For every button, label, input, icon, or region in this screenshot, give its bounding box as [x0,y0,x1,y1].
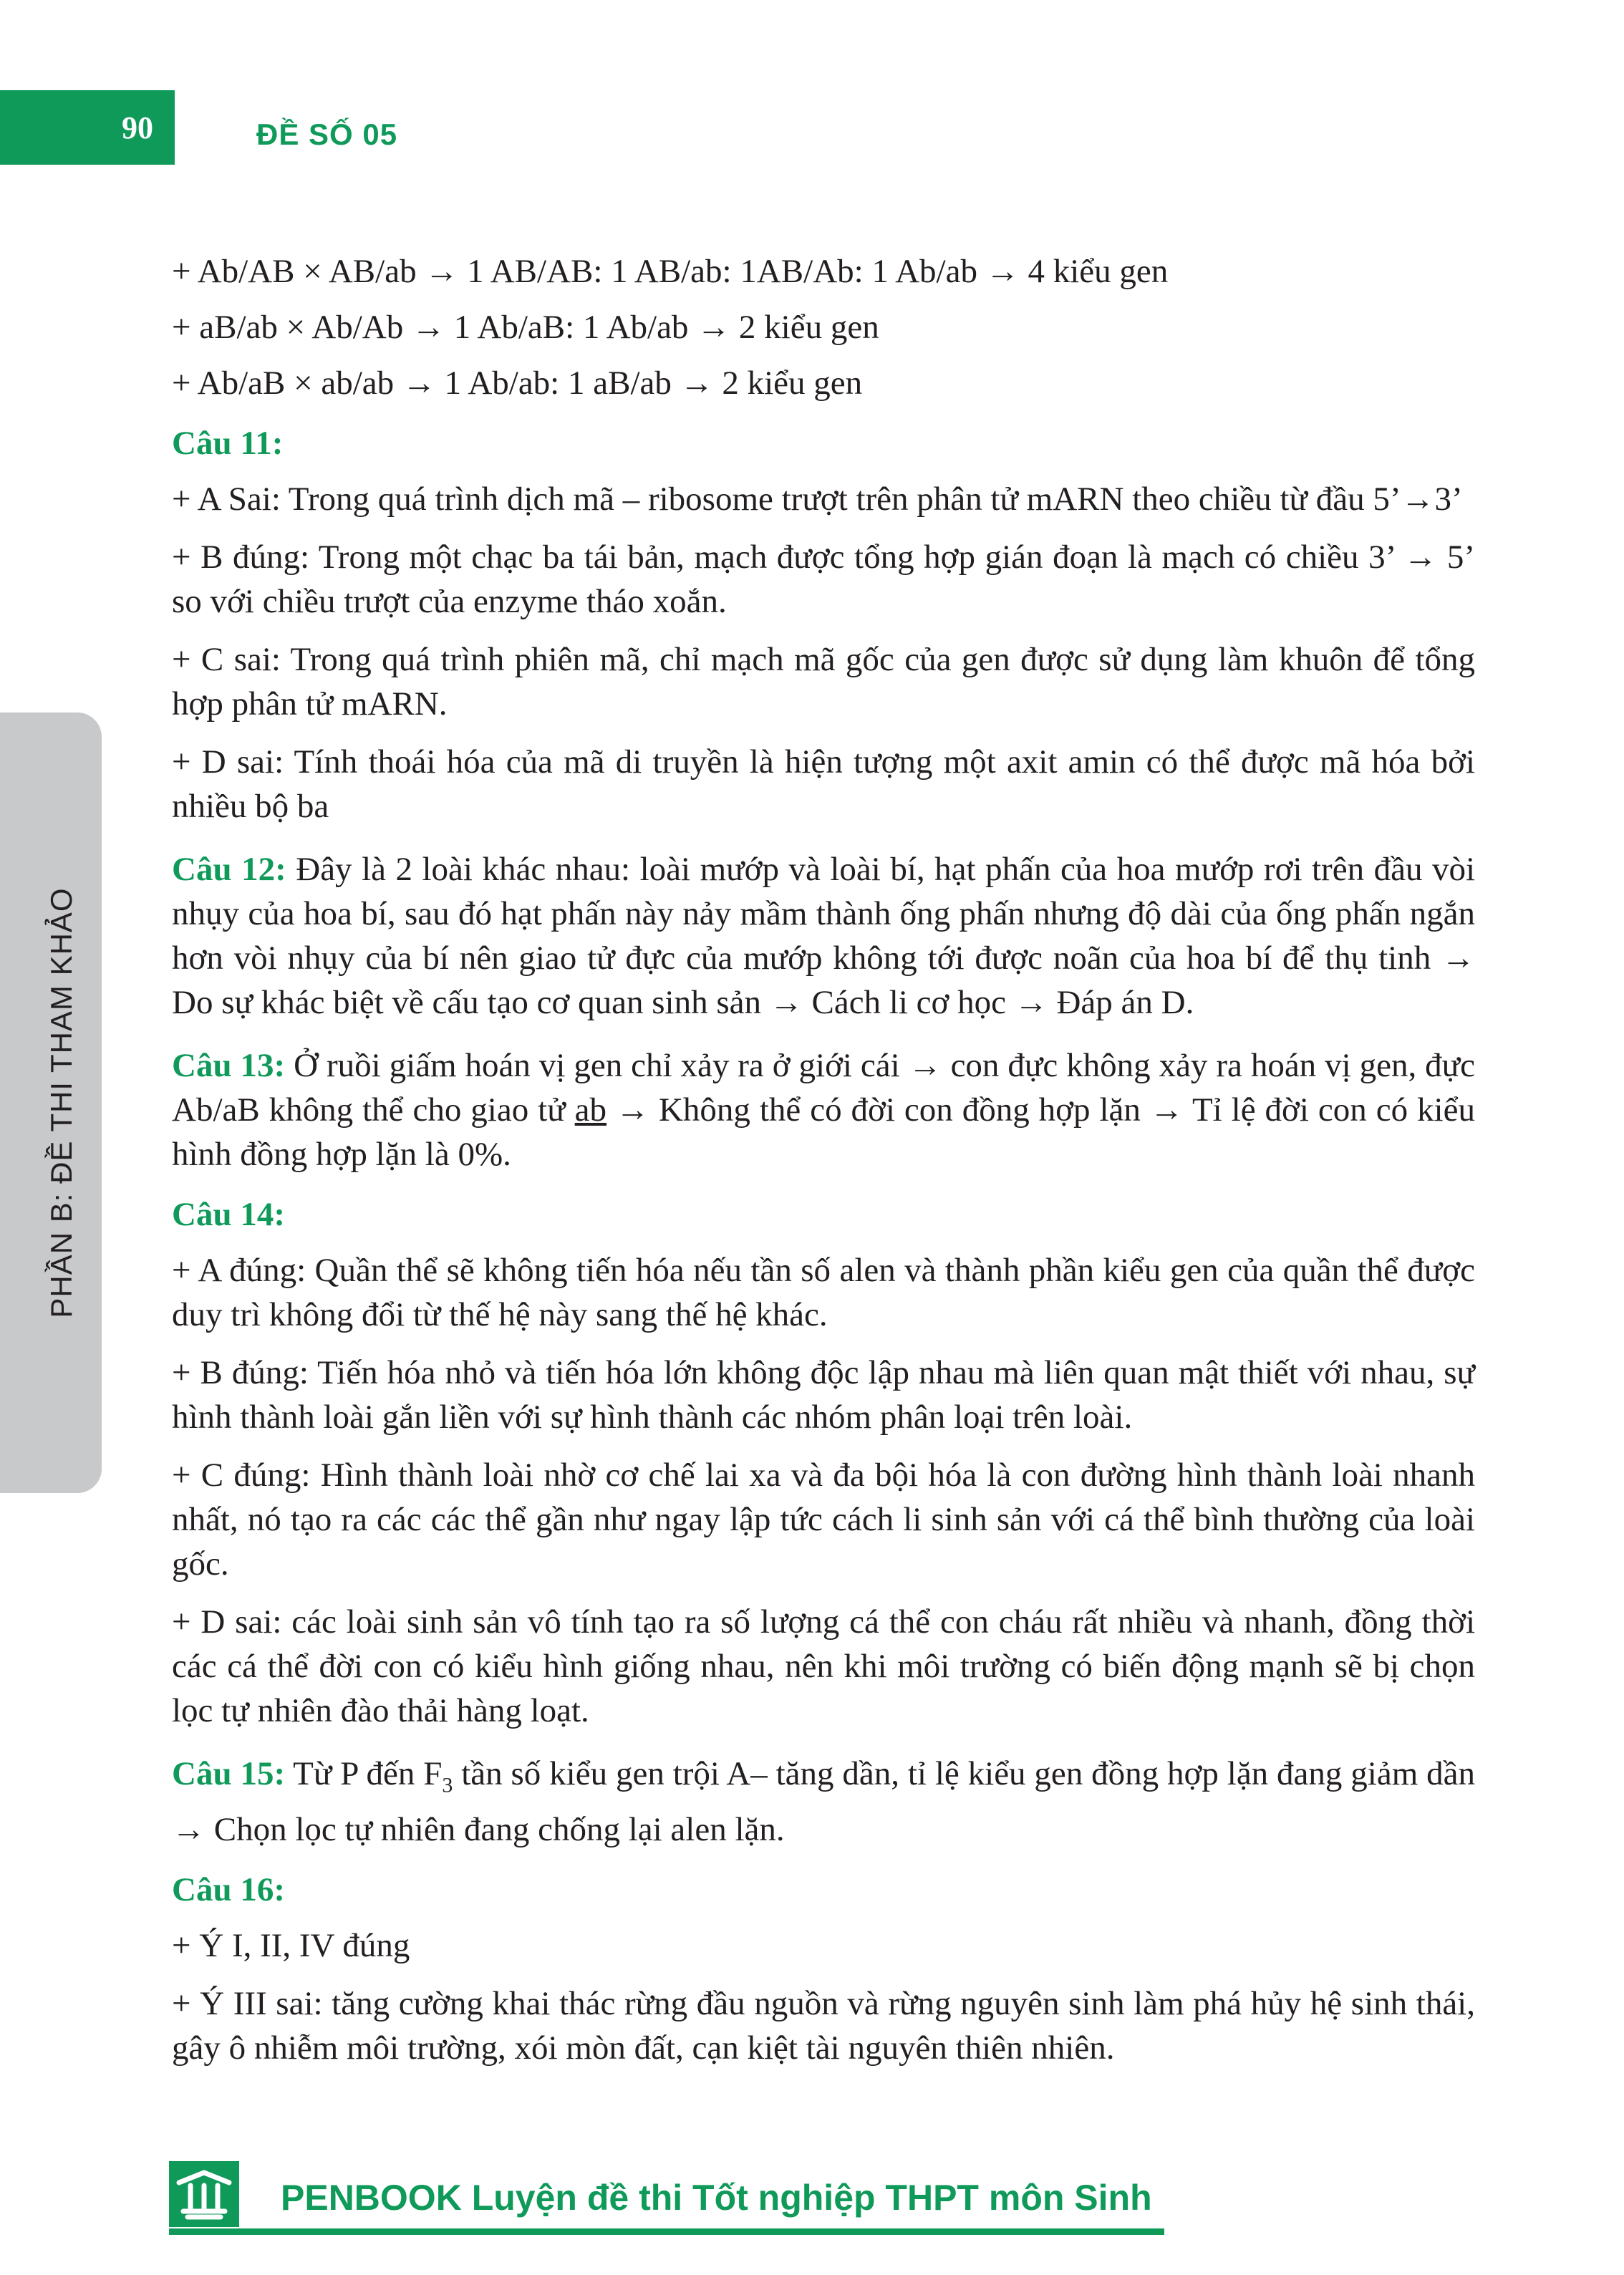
underlined-gamete: ab [574,1091,607,1129]
answer-item: + A Sai: Trong quá trình dịch mã – ribosome trượt trên phân tử mARN theo chiều từ đầu 5’→3’ [172,480,1463,518]
question-label: Câu 14: [172,1196,285,1233]
side-tab-label: PHẦN B: ĐỀ THI THAM KHẢO [44,887,78,1318]
question-text: Đây là 2 loài khác nhau: loài mướp và loài bí, hạt phấn của hoa mướp rơi trên đầu vòi nhụy của hoa bí, sau đó hạt phấn này nảy mầm thành ống phấn nhưng độ dài của ống phấn ngắn hơn vòi nhụy của bí nên giao tử đực của mướp không tới được noãn của hoa bí để thụ tinh → Do sự khác biệt về cấu tạo cơ quan sinh sản → Cách li cơ học → Đáp án D. [172,851,1476,1021]
question-paragraph [172,1043,1475,1177]
question-heading [172,421,1475,465]
cross-line: + Ab/aB × ab/ab → 1 Ab/ab: 1 aB/ab → 2 kiểu gen [172,364,863,402]
page-number-box [0,90,175,165]
page-number: 90 [122,110,153,145]
exam-title: ĐỀ SỐ 05 [256,117,398,151]
question-text: tần số kiểu gen trội A– tăng dần, tỉ lệ kiểu gen đồng hợp lặn đang giảm dần → Chọn lọc tự nhiên đang chống lại alen lặn. [172,1755,1476,1849]
question-text: Từ P đến F [285,1755,443,1792]
footer-title: PENBOOK Luyện đề thi Tốt nghiệp THPT môn Sinh [281,2178,1152,2218]
question-label: Câu 11: [172,425,284,462]
answer-content [172,249,1475,2084]
answer-item: + B đúng: Tiến hóa nhỏ và tiến hóa lớn không độc lập nhau mà liên quan mật thiết với nhau, sự hình thành loài gắn liền với sự hình thành các nhóm phân loại trên loài. [172,1354,1475,1436]
question-heading [172,1868,1475,1912]
answer-item: + C đúng: Hình thành loài nhờ cơ chế lai xa và đa bội hóa là con đường hình thành loài nhanh nhất, nó tạo ra các các thể gần như ngay lập tức cách li sinh sản với cá thể bình thường của loài gốc. [172,1457,1475,1583]
penbook-logo-icon [169,2161,239,2227]
question-heading [172,1192,1475,1237]
question-text: → Không thể có đời con đồng hợp lặn → Tỉ lệ đời con có kiểu hình đồng hợp lặn là 0%. [172,1091,1475,1173]
cross-line: + Ab/AB × AB/ab → 1 AB/AB: 1 AB/ab: 1AB/Ab: 1 Ab/ab → 4 kiểu gen [172,253,1169,290]
answer-item: + Ý I, II, IV đúng [172,1927,410,1965]
answer-item: + B đúng: Trong một chạc ba tái bản, mạch được tổng hợp gián đoạn là mạch có chiều 3’ → 5’ so với chiều trượt của enzyme tháo xoắn. [172,538,1475,620]
question-label: Câu 16: [172,1871,285,1909]
question-text: Ở ruồi giấm hoán vị gen chỉ xảy ra ở giới cái → con đực không xảy ra hoán vị gen, đực Ab/aB không thể cho giao tử [172,1047,1475,1129]
question-label: Câu 15: [172,1755,286,1792]
answer-item: + D sai: các loài sinh sản vô tính tạo ra số lượng cá thể con cháu rất nhiều và nhanh, đồng thời các cá thể đời con có kiểu hình giống nhau, nên khi môi trường có biến động mạnh sẽ bị chọn lọc tự nhiên đào thải hàng loạt. [172,1603,1475,1729]
question-paragraph [172,1752,1475,1852]
question-paragraph [172,847,1475,1025]
question-label: Câu 13: [172,1047,286,1084]
answer-item: + A đúng: Quần thể sẽ không tiến hóa nếu tần số alen và thành phần kiểu gen của quần thể được duy trì không đổi từ thế hệ này sang thế hệ khác. [172,1252,1475,1333]
cross-line: + aB/ab × Ab/Ab → 1 Ab/aB: 1 Ab/ab → 2 kiểu gen [172,309,879,346]
question-label: Câu 12: [172,851,286,888]
answer-item: + D sai: Tính thoái hóa của mã di truyền là hiện tượng một axit amin có thể được mã hóa bởi nhiều bộ ba [172,743,1475,825]
subscript: 3 [442,1773,453,1797]
answer-item: + C sai: Trong quá trình phiên mã, chỉ mạch mã gốc của gen được sử dụng làm khuôn để tổng hợp phân tử mARN. [172,641,1475,723]
answer-item: + Ý III sai: tăng cường khai thác rừng đầu nguồn và rừng nguyên sinh làm phá hủy hệ sinh thái, gây ô nhiễm môi trường, xói mòn đất, cạn kiệt tài nguyên thiên nhiên. [172,1985,1475,2067]
footer-divider [169,2228,1164,2235]
